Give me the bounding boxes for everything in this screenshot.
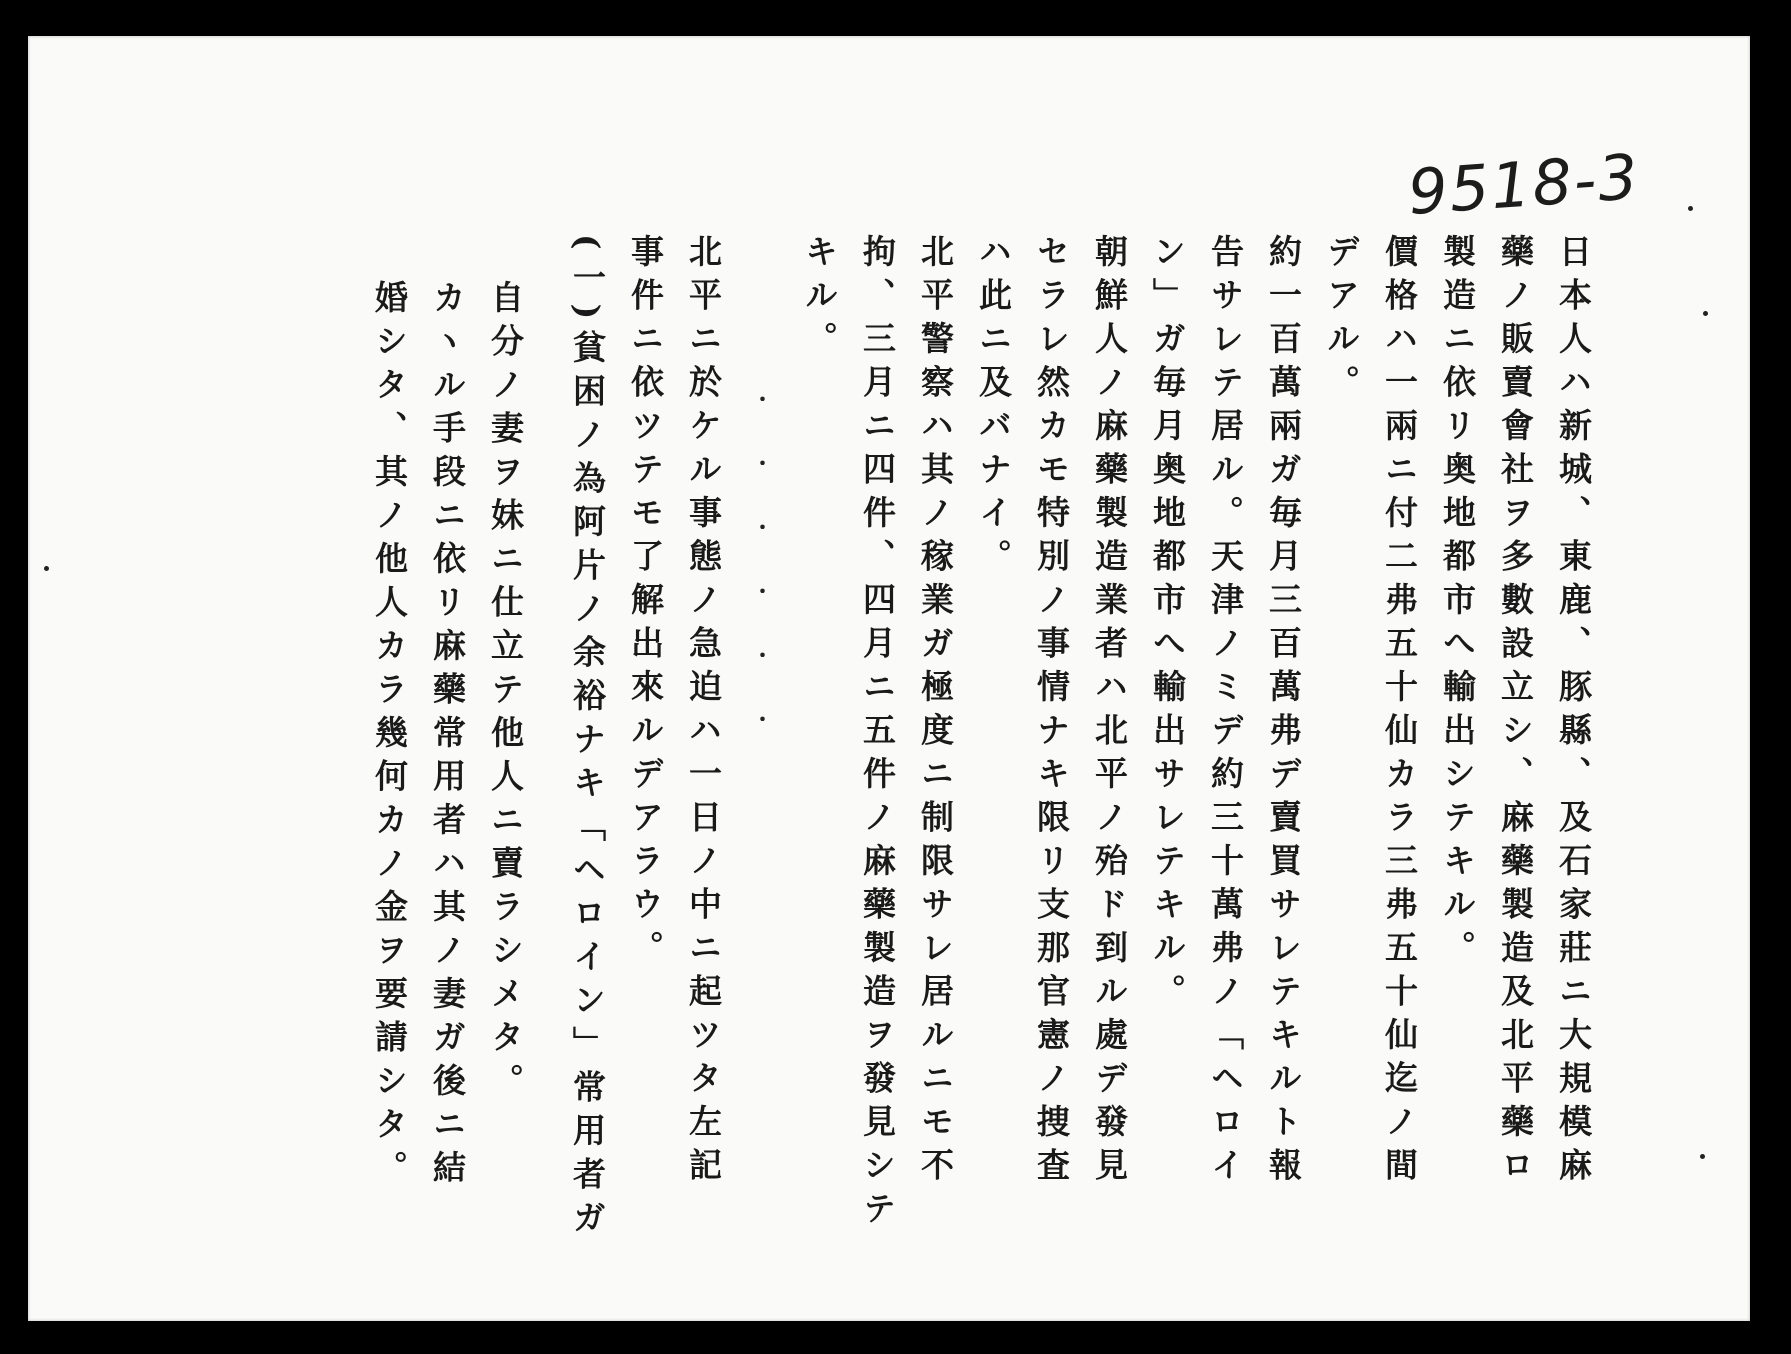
text-column: ハ此ニ及バナイ。 — [974, 234, 1013, 582]
text-column: デアル。 — [1322, 234, 1361, 408]
handwritten-file-number: 9518-3 — [1405, 140, 1642, 229]
text-column: 婚シタ、其ノ他人カラ幾何カノ金ヲ要請シタ。 — [370, 280, 409, 1194]
text-column: 北平ニ於ケル事態ノ急迫ハ一日ノ中ニ起ツタ左記 — [684, 234, 723, 1191]
paper-speck — [1703, 311, 1708, 316]
text-column: キル。 — [800, 234, 839, 365]
text-column: 事件ニ依ツテモ了解出來ルデアラウ。 — [626, 234, 665, 974]
text-column: 北平警察ハ其ノ稼業ガ極度ニ制限サレ居ルニモ不 — [916, 234, 955, 1191]
paper-speck — [1688, 206, 1693, 211]
text-column: 拘、三月ニ四件、四月ニ五件ノ麻藥製造ヲ發見シテ — [858, 234, 897, 1235]
text-column: 價格ハ一兩ニ付二弗五十仙カラ三弗五十仙迄ノ間 — [1380, 234, 1419, 1191]
text-column: 自分ノ妻ヲ妹ニ仕立テ他人ニ賣ラシメタ。 — [486, 280, 525, 1107]
text-column: (一)貧困ノ為阿片ノ余裕ナキ「ヘロイン」常用者ガ — [568, 234, 607, 1244]
text-column: カヽル手段ニ依リ麻藥常用者ハ其ノ妻ガ後ニ結 — [428, 280, 467, 1194]
text-column: 約一百萬兩ガ毎月三百萬弗デ賣買サレテキルト報 — [1264, 234, 1303, 1191]
paper-speck — [1700, 1154, 1705, 1159]
text-column: 製造ニ依リ奥地都市へ輸出シテキル。 — [1438, 234, 1477, 974]
dot-separator: ・・・・・・ — [749, 389, 773, 773]
text-column: 朝鮮人ノ麻藥製造業者ハ北平ノ殆ド到ル處デ發見 — [1090, 234, 1129, 1191]
vertical-text-body — [360, 234, 1602, 1244]
text-column: ン」ガ毎月奥地都市へ輸出サレテキル。 — [1148, 234, 1187, 1017]
text-column: 日本人ハ新城、東鹿、豚縣、及石家莊ニ大規模麻 — [1554, 234, 1593, 1191]
paper-speck — [44, 566, 49, 571]
text-column: セラレ然カモ特別ノ事情ナキ限リ支那官憲ノ捜査 — [1032, 234, 1071, 1191]
text-column: 藥ノ販賣會社ヲ多數設立シ、麻藥製造及北平藥ロ — [1496, 234, 1535, 1191]
section-separator — [732, 234, 790, 1194]
text-column: 告サレテ居ル。天津ノミデ約三十萬弗ノ「ヘロイ — [1206, 234, 1245, 1191]
document-page — [28, 36, 1750, 1321]
